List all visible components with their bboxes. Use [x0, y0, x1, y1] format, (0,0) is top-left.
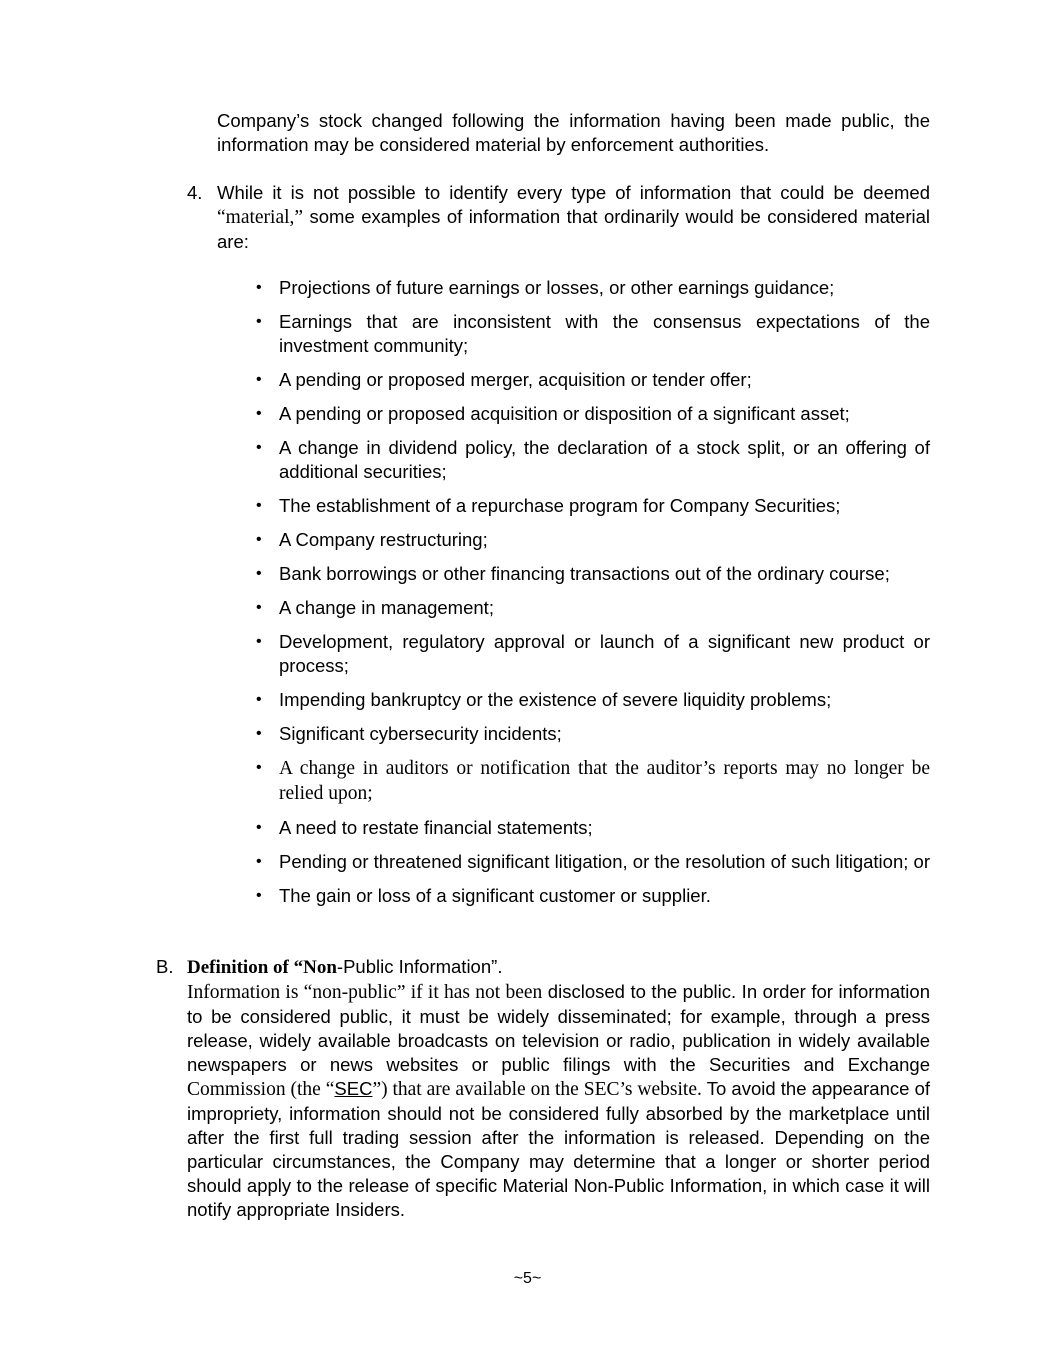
- bullet-icon: •: [256, 691, 262, 708]
- item-4-text-a: While it is not possible to identify every type of information that could be deemed: [217, 182, 930, 203]
- item-4-text: [217, 181, 930, 254]
- list-item: • Impending bankruptcy or the existence of severe liquidity problems;: [256, 689, 832, 710]
- material-examples-list: [256, 276, 930, 918]
- list-item: • Significant cybersecurity incidents;: [256, 723, 562, 744]
- list-item: • Projections of future earnings or losses, or other earnings guidance;: [256, 277, 835, 298]
- list-item: • Bank borrowings or other financing transactions out of the ordinary course;: [256, 563, 890, 584]
- list-item: • A Company restructuring;: [256, 529, 488, 550]
- list-item: • A change in dividend policy, the declaration of a stock split, or an offering of additional securities;: [256, 437, 930, 482]
- bullet-icon: •: [256, 633, 262, 650]
- section-b: [156, 955, 930, 1222]
- bullet-icon: •: [256, 599, 262, 616]
- sec-defined-term: SEC: [334, 1078, 373, 1099]
- list-item: • The gain or loss of a significant customer or supplier.: [256, 885, 711, 906]
- bullet-icon: •: [256, 531, 262, 548]
- item-4-text-b: some examples of information that ordinarily would be considered material are:: [217, 206, 930, 252]
- material-term: “material,”: [217, 207, 304, 228]
- bullet-icon: •: [256, 405, 262, 422]
- section-heading: [187, 955, 930, 980]
- list-item: • Earnings that are inconsistent with the consensus expectations of the investment community;: [256, 311, 930, 356]
- intro-paragraph: Company’s stock changed following the information having been made public, the information may be considered material by enforcement authorities.: [217, 110, 930, 155]
- bullet-icon: •: [256, 279, 262, 296]
- section-heading-bold: Definition of “Non: [187, 957, 337, 978]
- bullet-icon: •: [256, 497, 262, 514]
- bullet-icon: •: [256, 439, 262, 456]
- list-item: • Pending or threatened significant litigation, or the resolution of such litigation; or: [256, 851, 930, 872]
- section-heading-end: .: [497, 956, 503, 977]
- numbered-item-4: [187, 181, 930, 254]
- section-body: Information is “non-public” if it has not been disclosed to the public. In order for information to be considered public, it must be widely disseminated; for example, through a press release, widely available broadcasts on television or radio, publication in widely available newspapers or news websites or public filings with the Securities and Exchange Commission (the “SEC”) that are available on the SEC’s website. To avoid the appearance of impropriety, information should not be considered fully absorbed by the marketplace until after the first full trading session after the information is released. Depending on the particular circumstances, the Company may determine that a longer or shorter period should apply to the release of specific Material Non-Public Information, in which case it will notify appropriate Insiders.: [187, 981, 930, 1220]
- list-item: • A pending or proposed acquisition or disposition of a significant asset;: [256, 403, 850, 424]
- list-item: • A change in management;: [256, 597, 494, 618]
- bullet-icon: •: [256, 371, 262, 388]
- bullet-icon: •: [256, 853, 262, 870]
- list-item: • The establishment of a repurchase program for Company Securities;: [256, 495, 841, 516]
- page-number: ~5~: [513, 1270, 542, 1287]
- list-item: • A pending or proposed merger, acquisition or tender offer;: [256, 369, 752, 390]
- section-letter: B.: [156, 956, 174, 977]
- bullet-icon: •: [256, 819, 262, 836]
- item-number: 4.: [187, 182, 203, 203]
- section-heading-rest: -Public Information”: [336, 956, 498, 977]
- bullet-icon: •: [256, 313, 262, 330]
- bullet-icon: •: [256, 725, 262, 742]
- bullet-icon: •: [256, 887, 262, 904]
- bullet-icon: •: [256, 565, 262, 582]
- list-item: • Development, regulatory approval or launch of a significant new product or process;: [256, 631, 930, 676]
- list-item: • A need to restate financial statements;: [256, 817, 593, 838]
- bullet-icon: •: [256, 759, 262, 776]
- list-item: • A change in auditors or notification that the auditor’s reports may no longer be relied upon;: [256, 758, 930, 804]
